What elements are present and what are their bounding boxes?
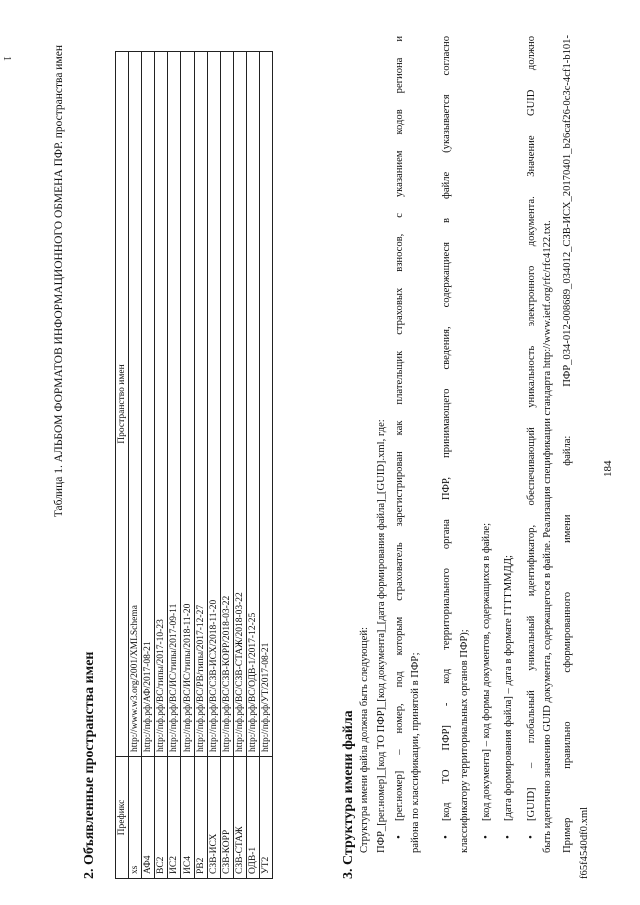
cell-prefix: ИС4 [181, 757, 194, 879]
cell-namespace: http://пф.рф/ВС/ОДВ-1/2017-12-25 [246, 52, 259, 757]
structure-intro: Структура имени файла должна быть следующей: [359, 627, 370, 853]
filename-pattern: ПФР_[рег.номер]_[код ТО ПФР]_[код документа]_[дата формирования файла]_[GUID].xml, где: [376, 419, 387, 853]
section3-title: 3. Структура имени файла [341, 710, 356, 879]
cell-namespace: http://пф.рф/ВС/СЗВ-ИСХ/2018-11-20 [207, 52, 220, 757]
page-number: 184 [602, 460, 614, 477]
cell-namespace: http://пф.рф/ВС/РВ/типы/2017-12-27 [194, 52, 207, 757]
cell-namespace: http://пф.рф/УТ/2017-08-21 [260, 52, 273, 757]
example-filename-line1: Пример правильно сформированного имени файла: ПФР_034-012-008689_034012_СЗВ-ИСХ_20170401_b26caf26-0c3c-4cf1-b101- [562, 35, 573, 853]
bullet-marker: • [480, 835, 492, 839]
table-row [168, 52, 181, 879]
cell-prefix: УТ2 [260, 757, 273, 879]
table-row [155, 52, 168, 879]
cell-prefix: СЗВ-СТАЖ [233, 757, 246, 879]
bullet-regnum-line1: [рег.номер] – номер, под которым страхователь зарегистрирован как плательщик страховых взносов, с указанием кодов региона и [394, 36, 405, 821]
cell-prefix: СЗВ-КОРР [220, 757, 233, 879]
bullet-marker: • [440, 835, 452, 839]
cell-namespace: http://пф.рф/ВС/СЗВ-СТАЖ/2018-03-22 [233, 52, 246, 757]
cell-prefix: РВ2 [194, 757, 207, 879]
table-row [246, 52, 259, 879]
cell-namespace: http://пф.рф/ВС/типы/2017-10-23 [155, 52, 168, 757]
table-row [260, 52, 273, 879]
cell-prefix: xs [129, 757, 142, 879]
bullet-marker: • [393, 835, 405, 839]
table-caption: Таблица 1. АЛЬБОМ ФОРМАТОВ ИНФОРМАЦИОННОГО ОБМЕНА ПФР. пространства имен [53, 45, 65, 518]
bullet-guid-line2: быть идентично значению GUID документа, содержащегося в файле. Реализация спецификации стандарта http://www.ietf.org/rfc/rfc4122.txt. [542, 220, 553, 853]
table-row [181, 52, 194, 879]
namespaces-table [115, 51, 273, 879]
cell-prefix: СЗВ-ИСХ [207, 757, 220, 879]
cell-namespace: http://пф.рф/ВС/ИС/типы/2018-11-20 [181, 52, 194, 757]
table-row [142, 52, 155, 879]
cell-namespace: http://пф.рф/ВС/ИС/типы/2017-09-11 [168, 52, 181, 757]
bullet-guid-line1: [GUID] – глобальный уникальный идентификатор, обеспечивающий уникальность электронного документа. Значение GUID должно [526, 36, 537, 821]
cell-namespace: http://www.w3.org/2001/XMLSchema [129, 52, 142, 757]
bullet-marker: • [502, 835, 514, 839]
bullet-file-date: [дата формирования файла] – дата в формате ГГГГММДД; [503, 555, 514, 821]
cell-namespace: http://пф.рф/АФ/2017-08-21 [142, 52, 155, 757]
header-namespace: Пространство имен [116, 52, 129, 757]
bullet-doc-code: [код документа] – код формы документов, содержащихся в файле; [481, 522, 492, 821]
cell-prefix: АФ4 [142, 757, 155, 879]
table-row [220, 52, 233, 879]
cell-prefix: ОДВ-1 [246, 757, 259, 879]
margin-mark: 1 [1, 56, 12, 61]
table-row [129, 52, 142, 879]
bullet-marker: • [525, 835, 537, 839]
bullet-to-pfr-line1: [код ТО ПФР] - код территориального органа ПФР, принимающего сведения, содержащиеся в файле (указывается согласно [441, 36, 452, 821]
example-filename-line2: f65f4540df0.xml [579, 806, 590, 879]
section2-title: 2. Объявленные пространства имен [82, 651, 97, 879]
table-header-row [116, 52, 129, 879]
table-row [233, 52, 246, 879]
cell-namespace: http://пф.рф/ВС/СЗВ-КОРР/2018-03-22 [220, 52, 233, 757]
table-row [194, 52, 207, 879]
cell-prefix: ВС2 [155, 757, 168, 879]
table-row [207, 52, 220, 879]
bullet-to-pfr-line2: классификатору территориальных органов ПФР); [459, 629, 470, 853]
cell-prefix: ИС2 [168, 757, 181, 879]
header-prefix: Префикс [116, 757, 129, 879]
bullet-regnum-line2: района по классификации, принятой в ПФР; [410, 652, 421, 853]
